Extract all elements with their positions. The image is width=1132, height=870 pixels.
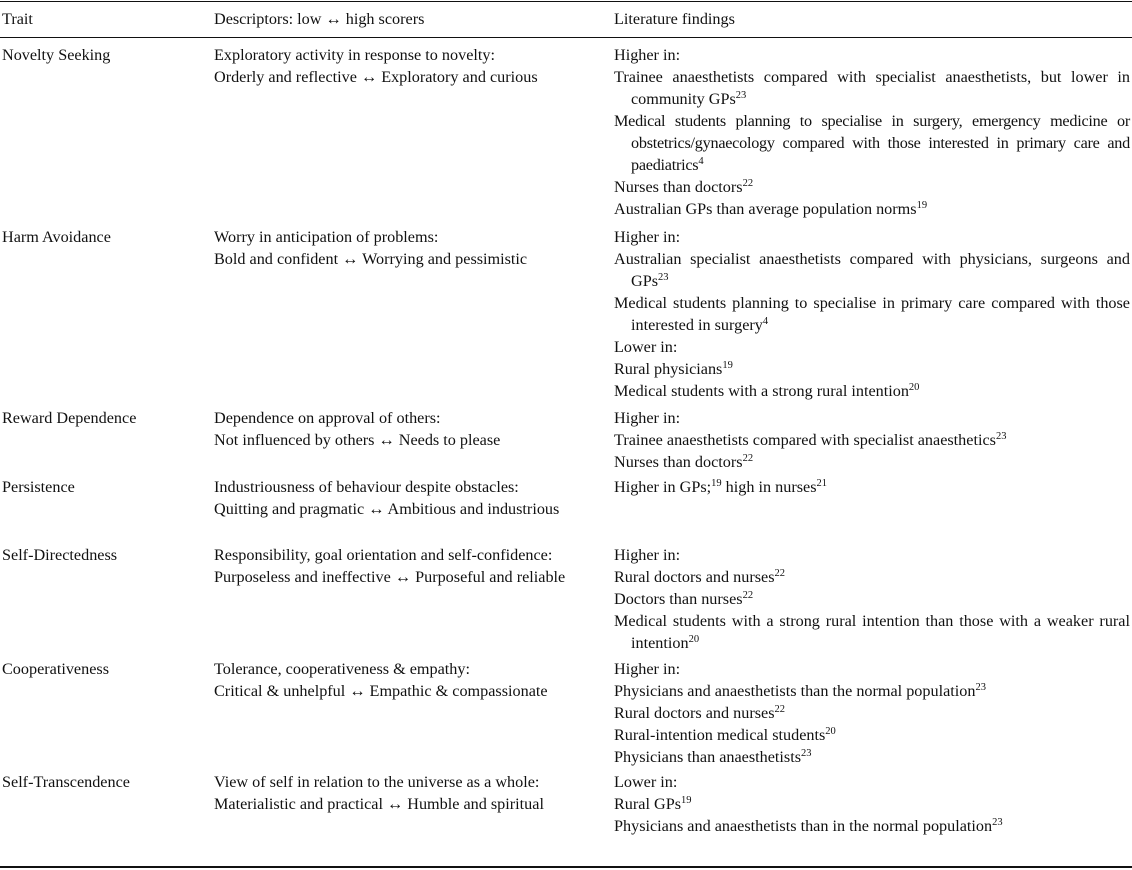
finding-heading: Higher in:: [614, 46, 681, 64]
finding-item: Rural physicians$^{19}$: [614, 360, 733, 378]
table-bottom-rule: [0, 866, 1132, 868]
descriptor-range: Materialistic and practical ↔ Humble and spiritual: [214, 795, 544, 813]
descriptor-definition: Dependence on approval of others:: [214, 409, 441, 427]
trait-cell: Cooperativeness: [2, 660, 109, 678]
trait-cell: Reward Dependence: [2, 409, 137, 427]
descriptor-range: Orderly and reflective ↔ Exploratory and curious: [214, 68, 538, 86]
citation: 19: [711, 478, 722, 489]
finding-heading: Higher in:: [614, 660, 681, 678]
citation: 20: [908, 382, 920, 393]
descriptor-definition: Industriousness of behaviour despite obstacles:: [214, 478, 519, 496]
descriptor-definition: Responsibility, goal orientation and self-confidence:: [214, 546, 553, 564]
descriptor-range: Purposeless and ineffective ↔ Purposeful and reliable: [214, 568, 566, 586]
finding-item: Rural doctors and nurses$^{22}$: [614, 568, 785, 586]
citation: 21: [816, 478, 827, 489]
finding-item: Medical students planning to specialise in primary care compared with those interested in surgery$^4$: [614, 294, 1130, 334]
citation: 23: [801, 748, 812, 759]
descriptor-definition: Exploratory activity in response to novelty:: [214, 46, 495, 64]
descriptor-cell: [214, 44, 566, 88]
descriptor-definition: Tolerance, cooperativeness & empathy:: [214, 660, 470, 678]
citation: 4: [762, 316, 769, 327]
citation: 22: [742, 453, 754, 464]
finding-item: Physicians and anaesthetists than in the normal population$^{23}$: [614, 817, 1003, 835]
literature-cell: [614, 658, 1130, 768]
descriptor-cell: [214, 771, 566, 815]
finding-item: Nurses than doctors$^{22}$: [614, 178, 754, 196]
finding-item: Physicians than anaesthetists$^{23}$: [614, 748, 812, 766]
header-literature: Literature findings: [614, 10, 735, 28]
descriptor-range: Critical & unhelpful ↔ Empathic & compassionate: [214, 682, 548, 700]
citation: 22: [774, 704, 785, 715]
descriptor-range: Bold and confident ↔ Worrying and pessimistic: [214, 250, 528, 268]
descriptor-definition: View of self in relation to the universe as a whole:: [214, 773, 540, 791]
citation: 20: [825, 726, 836, 737]
citation: 4: [698, 156, 704, 167]
finding-item: Trainee anaesthetists compared with specialist anaesthetics$^{23}$: [614, 431, 1007, 449]
descriptor-range: Quitting and pragmatic ↔ Ambitious and industrious: [214, 500, 560, 518]
finding-item: Medical students with a strong rural intention$^{20}$: [614, 382, 920, 400]
finding-item: Trainee anaesthetists compared with specialist anaesthetists, but lower in community GPs$^{23}$: [614, 68, 1130, 108]
citation: 23: [995, 431, 1007, 442]
header-descriptors: Descriptors: low ↔ high scorers: [214, 10, 425, 28]
finding-item: Physicians and anaesthetists than the normal population$^{23}$: [614, 682, 986, 700]
trait-cell: Self-Directedness: [2, 546, 118, 564]
finding-item: Doctors than nurses$^{22}$: [614, 590, 754, 608]
literature-cell: [614, 407, 1130, 473]
descriptor-definition: Worry in anticipation of problems:: [214, 228, 439, 246]
literature-cell: [614, 771, 1130, 837]
finding-heading: Lower in:: [614, 338, 678, 356]
finding-heading: Lower in:: [614, 773, 678, 791]
descriptor-cell: [214, 658, 566, 702]
citation: 23: [735, 90, 747, 101]
finding-item: Rural GPs$^{19}$: [614, 795, 692, 813]
finding-item: Medical students planning to specialise in surgery, emergency medicine or obstetrics/gynaecology compared with those interested in primary care and paediatrics$^4$: [614, 112, 1130, 174]
descriptor-range: Not influenced by others ↔ Needs to please: [214, 431, 501, 449]
literature-cell: [614, 226, 1130, 402]
trait-cell: Novelty Seeking: [2, 46, 111, 64]
citation: 23: [975, 682, 986, 693]
trait-cell: Harm Avoidance: [2, 228, 111, 246]
citation: 19: [916, 200, 928, 211]
finding-item: Rural-intention medical students$^{20}$: [614, 726, 836, 744]
finding-item: Higher in GPs;$^{19}$ high in nurses$^{21}$: [614, 478, 827, 496]
finding-heading: Higher in:: [614, 228, 681, 246]
descriptor-cell: [214, 407, 566, 451]
citation: 22: [774, 568, 785, 579]
trait-cell: Self-Transcendence: [2, 773, 130, 791]
citation: 22: [742, 178, 754, 189]
finding-heading: Higher in:: [614, 409, 681, 427]
finding-item: Medical students with a strong rural intention than those with a weaker rural intention$^{20}$: [614, 612, 1130, 652]
descriptor-cell: [214, 544, 566, 588]
header-trait: Trait: [2, 10, 33, 28]
citation: 19: [681, 795, 692, 806]
citation: 19: [722, 360, 733, 371]
literature-cell: [614, 544, 1130, 654]
finding-item: Australian GPs than average population norms$^{19}$: [614, 200, 928, 218]
literature-cell: [614, 476, 1130, 498]
header-rule: [0, 37, 1132, 38]
finding-item: Nurses than doctors$^{22}$: [614, 453, 754, 471]
finding-heading: Higher in:: [614, 546, 681, 564]
table-top-rule: [0, 1, 1132, 2]
citation: 23: [658, 272, 669, 283]
descriptor-cell: [214, 476, 566, 520]
citation: 23: [992, 817, 1003, 828]
finding-item: Rural doctors and nurses$^{22}$: [614, 704, 785, 722]
literature-cell: [614, 44, 1130, 220]
citation: 22: [742, 590, 754, 601]
finding-item: Australian specialist anaesthetists compared with physicians, surgeons and GPs$^{23}$: [614, 250, 1130, 290]
descriptor-cell: [214, 226, 566, 270]
trait-cell: Persistence: [2, 478, 75, 496]
citation: 20: [688, 634, 700, 645]
